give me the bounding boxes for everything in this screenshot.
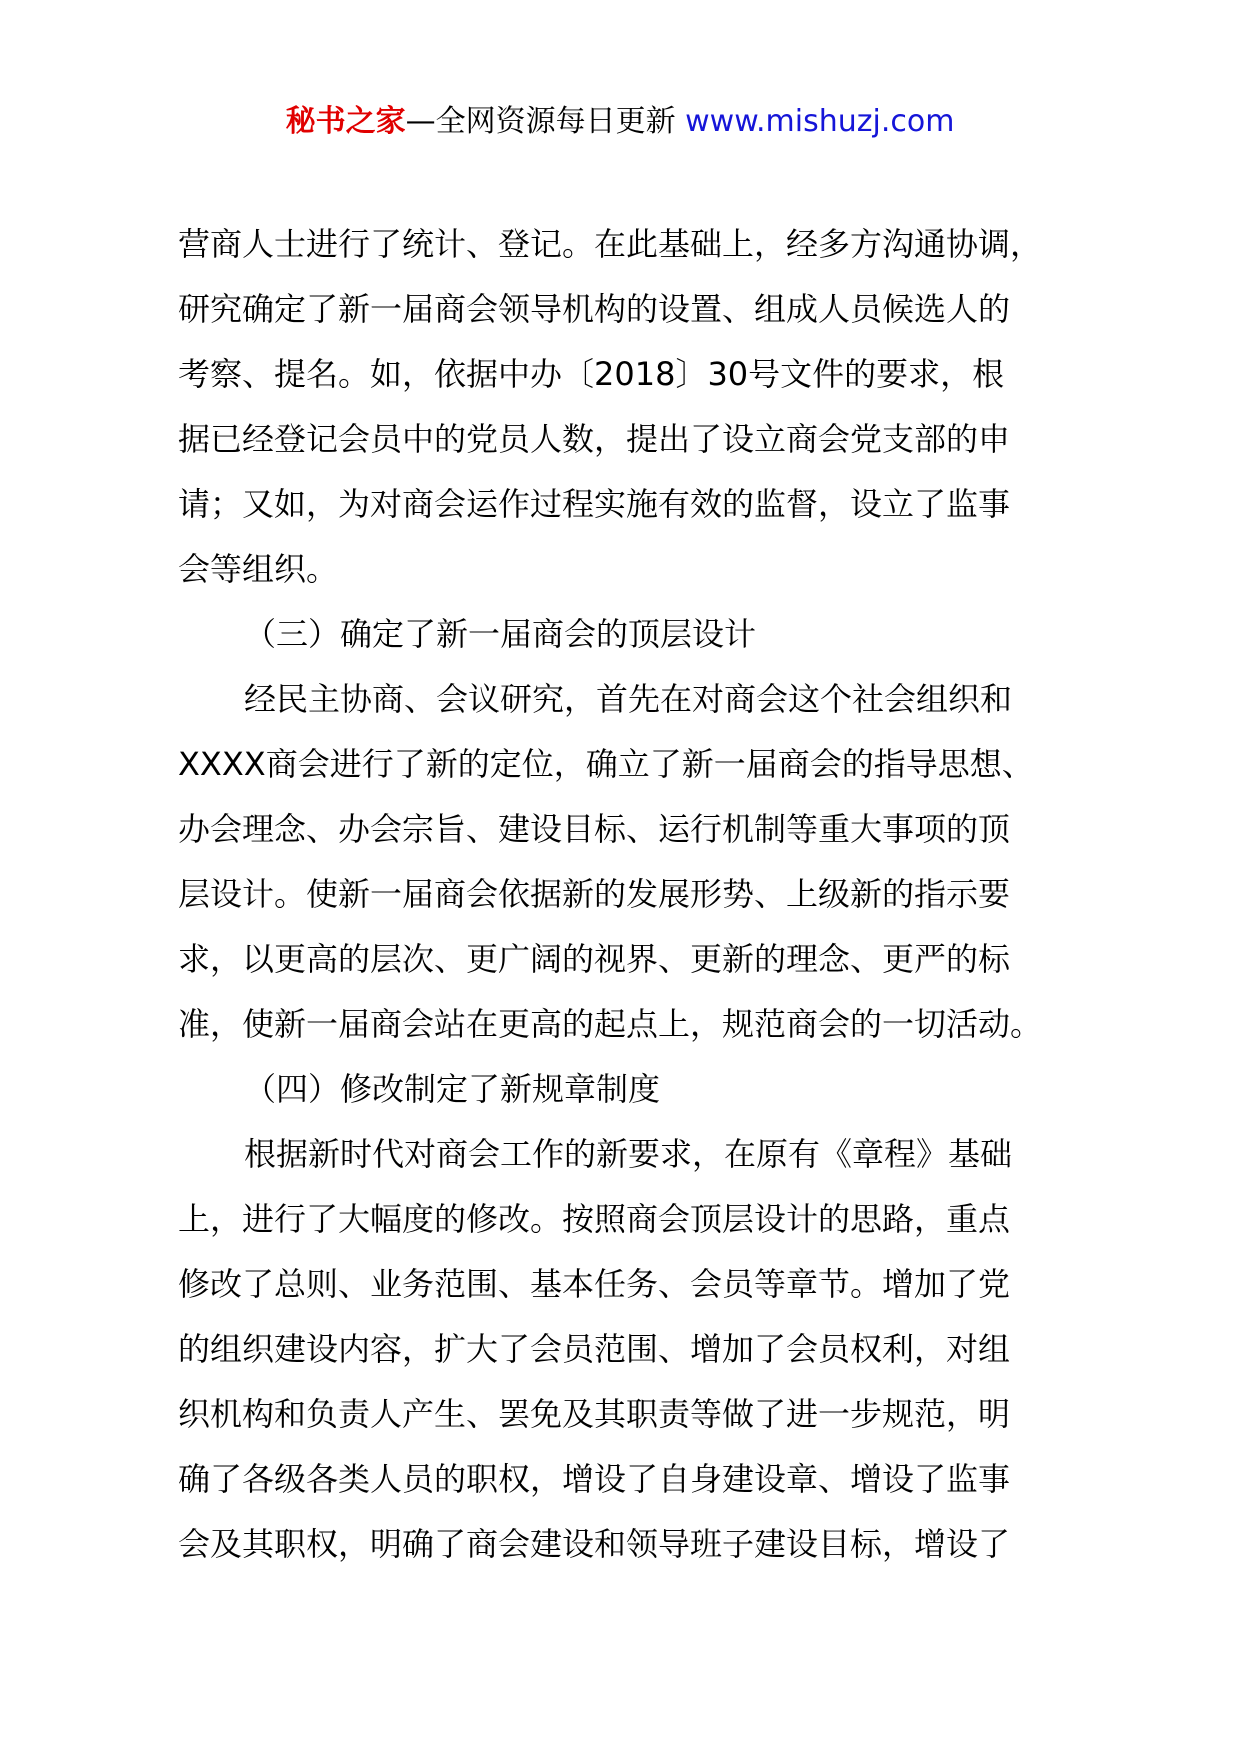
text-line: 确了各级各类人员的职权，增设了自身建设章、增设了监事 — [178, 1460, 1011, 1498]
text-line: XXXX商会进行了新的定位，确立了新一届商会的指导思想、 — [178, 745, 1034, 783]
text-line: 据已经登记会员中的党员人数，提出了设立商会党支部的申 — [178, 420, 1011, 458]
text-line: 会等组织。 — [178, 550, 339, 588]
text-line: 营商人士进行了统计、登记。在此基础上，经多方沟通协调， — [178, 225, 1043, 263]
text-line: 层设计。使新一届商会依据新的发展形势、上级新的指示要 — [178, 875, 1011, 913]
text-line: 根据新时代对商会工作的新要求，在原有《章程》基础 — [244, 1135, 1013, 1173]
text-line: 经民主协商、会议研究，首先在对商会这个社会组织和 — [244, 680, 1013, 718]
text-line: 修改了总则、业务范围、基本任务、会员等章节。增加了党 — [178, 1265, 1011, 1303]
text-line: 上，进行了大幅度的修改。按照商会顶层设计的思路，重点 — [178, 1200, 1011, 1238]
text-line: 研究确定了新一届商会领导机构的设置、组成人员候选人的 — [178, 290, 1011, 328]
text-line: 织机构和负责人产生、罢免及其职责等做了进一步规范，明 — [178, 1395, 1011, 1433]
section-heading-4: （四）修改制定了新规章制度 — [244, 1070, 661, 1108]
text-line: 求，以更高的层次、更广阔的视界、更新的理念、更严的标 — [178, 940, 1011, 978]
text-line: 的组织建设内容，扩大了会员范围、增加了会员权利，对组 — [178, 1330, 1011, 1368]
text-line: 考察、提名。如，依据中办〔2018〕30号文件的要求，根 — [178, 355, 1005, 393]
text-line: 办会理念、办会宗旨、建设目标、运行机制等重大事项的顶 — [178, 810, 1011, 848]
page-header — [0, 100, 1240, 144]
text-line: 准，使新一届商会站在更高的起点上，规范商会的一切活动。 — [178, 1005, 1043, 1043]
text-line: 请；又如，为对商会运作过程实施有效的监督，设立了监事 — [178, 485, 1011, 523]
section-heading-3: （三）确定了新一届商会的顶层设计 — [244, 615, 757, 653]
header-slogan: —全网资源每日更新 — [405, 104, 676, 139]
text-line: 会及其职权，明确了商会建设和领导班子建设目标，增设了 — [178, 1525, 1011, 1563]
brand-name: 秘书之家 — [285, 104, 406, 139]
website-url: www.mishuzj.com — [685, 104, 955, 139]
document-body — [178, 212, 1078, 1577]
